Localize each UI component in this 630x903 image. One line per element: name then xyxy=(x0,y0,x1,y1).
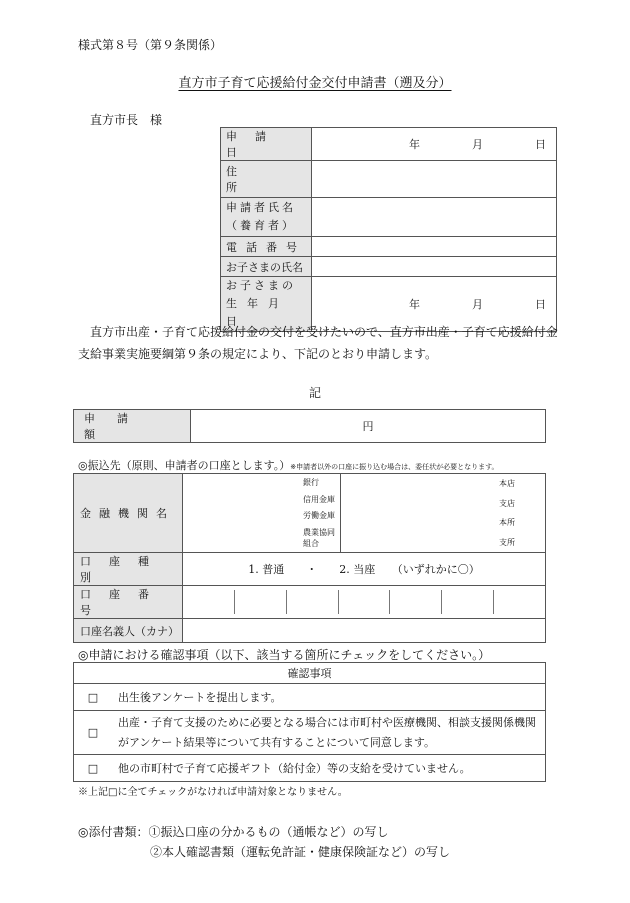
application-date-field[interactable] xyxy=(312,128,557,161)
confirm-note: ※上記□に全てチェックがなければ申請対象となりません。 xyxy=(78,787,348,798)
year-label: 年 xyxy=(409,138,420,151)
address-label xyxy=(221,161,312,198)
account-number-label-text: 口座番号 xyxy=(80,588,167,617)
addressee: 直方市長 様 xyxy=(90,113,163,127)
account-holder-label: 口座名義人（カナ） xyxy=(74,619,183,643)
checkbox-2[interactable]: □ xyxy=(74,711,113,755)
branch-type-sub-office: 支所 xyxy=(499,537,515,547)
attachment-item-2: ②本人確認書類（運転免許証・健康保険証など）の写し xyxy=(150,845,451,859)
transfer-heading xyxy=(78,457,499,473)
applicant-name-label-line1: 申請者氏名 xyxy=(226,201,296,214)
branch-type-head: 本店 xyxy=(499,479,515,489)
application-date-label xyxy=(221,128,312,161)
amount-table xyxy=(73,409,546,443)
child-birth-label-line2: 生年月日 xyxy=(226,297,289,328)
confirm-table xyxy=(73,662,546,782)
digit-cell[interactable] xyxy=(235,590,287,614)
ki-heading: 記 xyxy=(308,386,321,400)
institution-field[interactable] xyxy=(183,474,546,553)
checkbox-1[interactable]: □ xyxy=(74,684,113,711)
confirm-item-3: 他の市町村で子育て応援ギフト（給付金）等の支給を受けていません。 xyxy=(112,755,546,782)
account-holder-field[interactable] xyxy=(183,619,546,643)
yen-unit: 円 xyxy=(362,420,374,433)
confirm-item-1: 出生後アンケートを提出します。 xyxy=(112,684,546,711)
phone-field[interactable] xyxy=(312,237,557,257)
amount-label xyxy=(74,410,191,443)
attachment-item-1: ①振込口座の分かるもの（通帳など）の写し xyxy=(148,825,389,839)
page-title-text: 直方市子育て応援給付金交付申請書（遡及分） xyxy=(178,76,452,91)
attachments xyxy=(78,822,450,862)
institution-label-text: 金融機関名 xyxy=(80,507,175,520)
page-title xyxy=(0,72,630,91)
applicant-name-label xyxy=(221,198,312,237)
amount-field[interactable] xyxy=(191,410,546,443)
bank-type-bank: 銀行 xyxy=(303,477,319,487)
digit-cell[interactable] xyxy=(183,590,235,614)
account-type-options: 1. 普通 ・ 2. 当座 （いずれかに〇） xyxy=(248,563,480,576)
bank-type-ja: 農業協同組合 xyxy=(303,528,335,549)
attachments-label: ◎添付書類： xyxy=(78,825,149,839)
confirm-heading: ◎申請における確認事項（以下、該当する箇所にチェックをしてください。） xyxy=(78,648,491,662)
transfer-heading-text: ◎振込先（原則、申請者の口座とします。） xyxy=(78,459,291,472)
digit-cell[interactable] xyxy=(287,590,339,614)
bank-type-rokin: 労働金庫 xyxy=(303,511,335,521)
account-type-label xyxy=(74,553,183,586)
bank-table xyxy=(73,473,546,643)
transfer-note: ※申請者以外の口座に振り込む場合は、委任状が必要となります。 xyxy=(290,463,499,471)
day-label: 日 xyxy=(535,138,546,151)
account-number-field[interactable] xyxy=(183,586,546,619)
application-date-label-text: 申請日 xyxy=(226,130,284,159)
address-label-text: 住所 xyxy=(226,165,287,194)
form-number: 様式第８号（第９条関係） xyxy=(78,38,223,52)
digit-cell[interactable] xyxy=(494,590,545,614)
child-birth-label-line1: お子さまの xyxy=(226,279,296,292)
confirm-item-2: 出産・子育て支援のために必要となる場合には市町村や医療機関、相談支援関係機関がアンケート結果等について共有することについて同意します。 xyxy=(112,711,546,755)
address-field[interactable] xyxy=(312,161,557,198)
digit-cell[interactable] xyxy=(339,590,391,614)
branch-type-main-office: 本所 xyxy=(499,518,515,528)
day-label: 日 xyxy=(535,298,546,311)
checkbox-3[interactable]: □ xyxy=(74,755,113,782)
account-type-label-text: 口座種別 xyxy=(80,555,167,584)
account-type-field[interactable] xyxy=(183,553,546,586)
phone-label xyxy=(221,237,312,257)
confirm-header: 確認事項 xyxy=(74,663,546,684)
applicant-name-label-line2: （養育者） xyxy=(226,219,296,232)
body-text: 直方市出産・子育て応援給付金の交付を受けたいので、直方市出産・子育て応援給付金支給事業実施要綱第９条の規定により、下記のとおり申請します。 xyxy=(78,325,558,361)
bank-type-shinkin: 信用金庫 xyxy=(303,494,335,504)
institution-label xyxy=(74,474,183,553)
account-number-label xyxy=(74,586,183,619)
applicant-name-field[interactable] xyxy=(312,198,557,237)
child-name-field[interactable] xyxy=(312,257,557,277)
month-label: 月 xyxy=(472,298,483,311)
digit-cell[interactable] xyxy=(390,590,442,614)
amount-label-text: 申請額 xyxy=(84,412,150,441)
phone-label-text: 電話番号 xyxy=(226,240,306,254)
applicant-table xyxy=(220,127,557,332)
branch-type-branch: 支店 xyxy=(499,498,515,508)
year-label: 年 xyxy=(409,298,420,311)
month-label: 月 xyxy=(472,138,483,151)
digit-cell[interactable] xyxy=(442,590,494,614)
child-name-label: お子さまの氏名 xyxy=(221,257,312,277)
